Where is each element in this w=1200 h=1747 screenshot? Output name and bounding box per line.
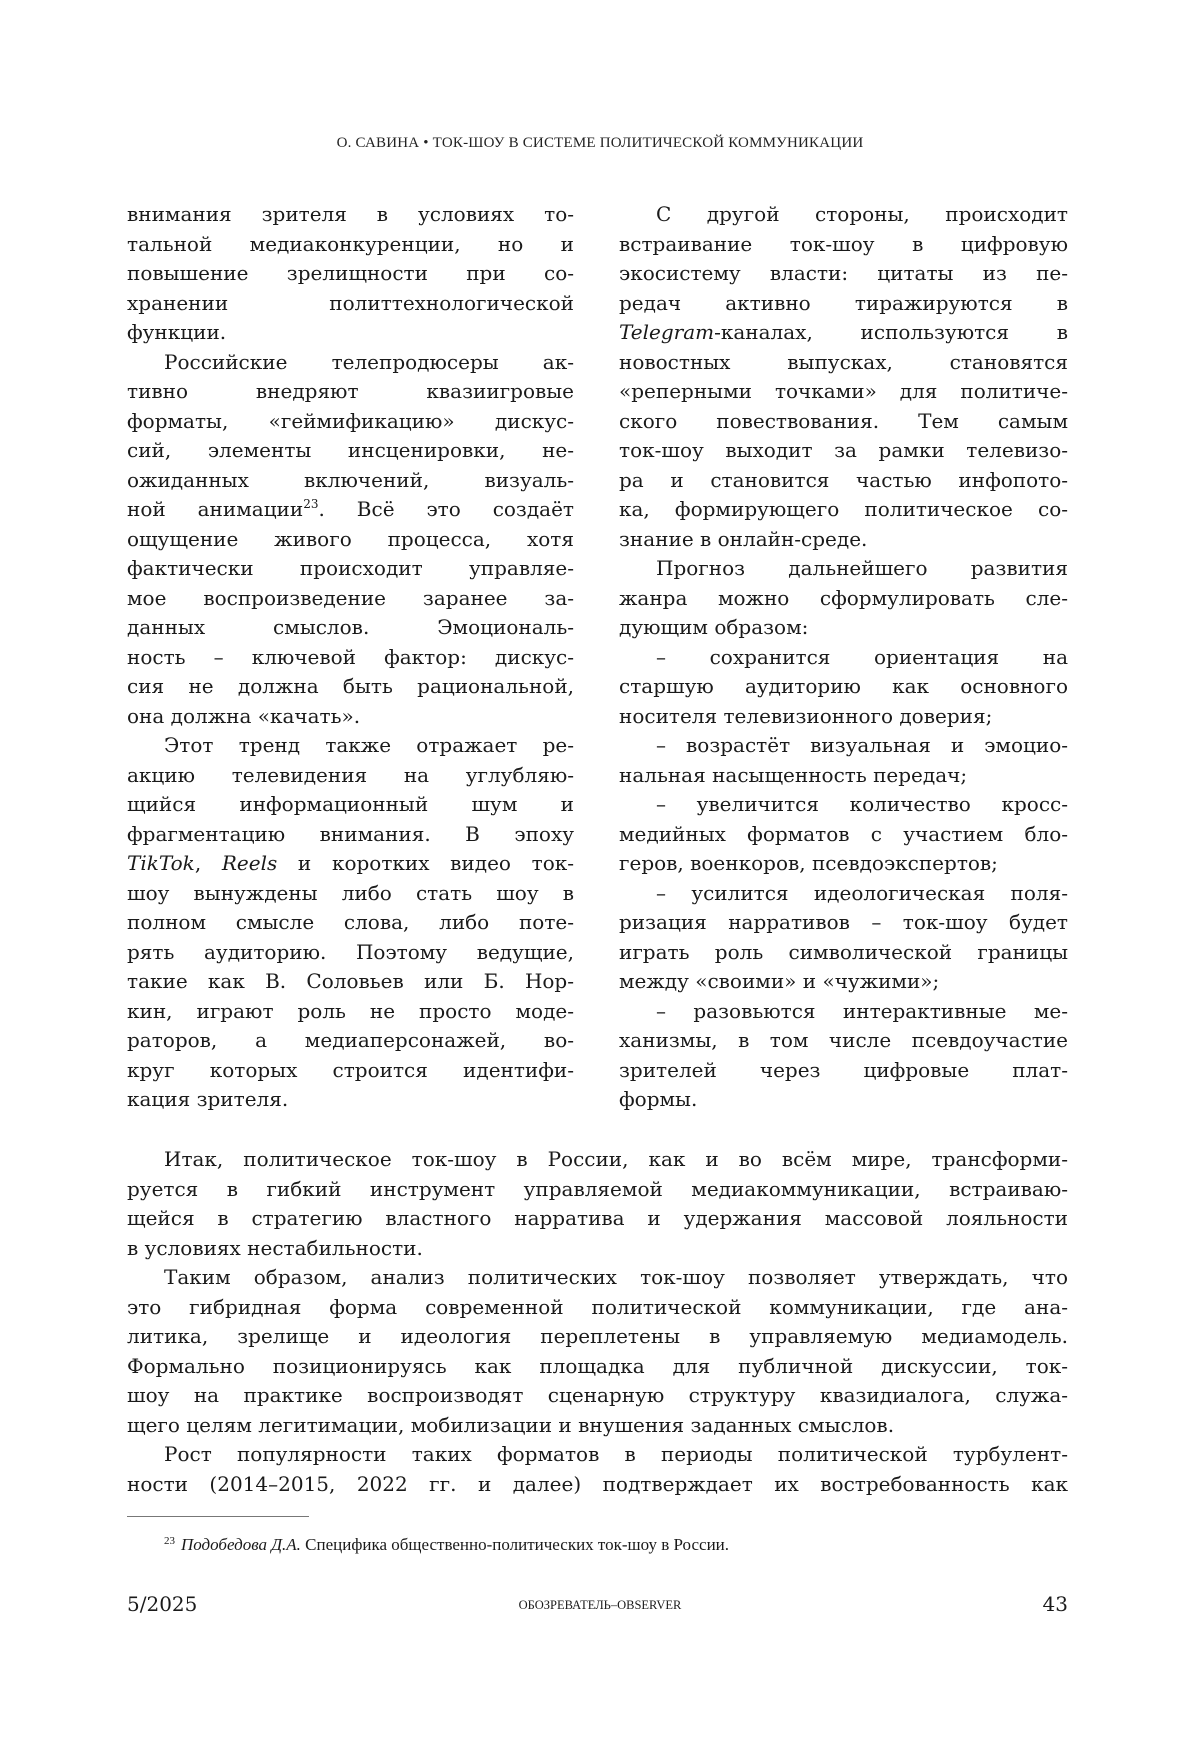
text-line: Прогноз дальнейшего развития xyxy=(619,554,1068,584)
footnote-ref[interactable]: 23 xyxy=(303,497,318,511)
footnote-divider xyxy=(127,1516,309,1517)
text-line xyxy=(619,318,1068,348)
text-line: мое воспроизведение заранее за- xyxy=(127,584,574,614)
paragraph xyxy=(619,200,1068,554)
text-line: – увеличится количество кросс- xyxy=(619,790,1068,820)
text-line: сий, элементы инсценировки, не- xyxy=(127,436,574,466)
text-line: – возрастёт визуальная и эмоцио- xyxy=(619,731,1068,761)
italic-text: Reels xyxy=(222,851,277,875)
text-line: повышение зрелищности при со- xyxy=(127,259,574,289)
text-line: кин, играют роль не просто моде- xyxy=(127,997,574,1027)
text-line: старшую аудиторию как основного xyxy=(619,672,1068,702)
text-line: она должна «качать». xyxy=(127,702,574,732)
text-line: С другой стороны, происходит xyxy=(619,200,1068,230)
text-line: акцию телевидения на углубляю- xyxy=(127,761,574,791)
text-line: круг которых строится идентифи- xyxy=(127,1056,574,1086)
text-line: щего целям легитимации, мобилизации и внушения заданных смыслов. xyxy=(127,1411,1068,1441)
text-line: Итак, политическое ток-шоу в России, как и во всём мире, трансформи- xyxy=(127,1145,1068,1175)
text-line: Этот тренд также отражает ре- xyxy=(127,731,574,761)
text-span: -каналах, используются в xyxy=(714,320,1068,344)
text-line: Рост популярности таких форматов в периоды политической турбулент- xyxy=(127,1440,1068,1470)
text-line: Таким образом, анализ политических ток-шоу позволяет утверждать, что xyxy=(127,1263,1068,1293)
text-line: «реперными точками» для политиче- xyxy=(619,377,1068,407)
text-line: зрителей через цифровые плат- xyxy=(619,1056,1068,1086)
left-column xyxy=(127,200,574,1115)
text-line: сия не должна быть рациональной, xyxy=(127,672,574,702)
text-line: новостных выпусках, становятся xyxy=(619,348,1068,378)
text-line: это гибридная форма современной политической коммуникации, где ана- xyxy=(127,1293,1068,1323)
paragraph xyxy=(619,731,1068,790)
running-header: О. САВИНА • ТОК-ШОУ В СИСТЕМЕ ПОЛИТИЧЕСКОЙ КОММУНИКАЦИИ xyxy=(0,135,1200,152)
text-line: Формально позиционируясь как площадка для публичной дискуссии, ток- xyxy=(127,1352,1068,1382)
text-line: литика, зрелище и идеология переплетены в управляемую медиамодель. xyxy=(127,1322,1068,1352)
text-line: Российские телепродюсеры ак- xyxy=(127,348,574,378)
right-column xyxy=(619,200,1068,1115)
text-line: ризация нарративов – ток-шоу будет xyxy=(619,908,1068,938)
text-line: ности (2014–2015, 2022 гг. и далее) подтверждает их востребованность как xyxy=(127,1470,1068,1500)
text-line: экосистему власти: цитаты из пе- xyxy=(619,259,1068,289)
text-line: ского повествования. Тем самым xyxy=(619,407,1068,437)
text-line: носителя телевизионного доверия; xyxy=(619,702,1068,732)
text-line: внимания зрителя в условиях то- xyxy=(127,200,574,230)
text-line: ток-шоу выходит за рамки телевизо- xyxy=(619,436,1068,466)
text-span: . Всё это создаёт xyxy=(319,497,574,521)
text-line: хранении политтехнологической xyxy=(127,289,574,319)
journal-name: ОБОЗРЕВАТЕЛЬ–OBSERVER xyxy=(0,1598,1200,1613)
text-line: – сохранится ориентация на xyxy=(619,643,1068,673)
paragraph xyxy=(619,879,1068,997)
italic-text: Telegram xyxy=(619,320,714,344)
text-line: раторов, а медиаперсонажей, во- xyxy=(127,1026,574,1056)
text-line: такие как В. Соловьев или Б. Нор- xyxy=(127,967,574,997)
text-span: , xyxy=(195,851,222,875)
text-line: данных смыслов. Эмоциональ- xyxy=(127,613,574,643)
text-line: полном смысле слова, либо поте- xyxy=(127,908,574,938)
text-span: ной анимации xyxy=(127,497,303,521)
paragraph xyxy=(127,200,574,348)
text-line: играть роль символической границы xyxy=(619,938,1068,968)
footnote-text: Специфика общественно-политических ток-шоу в России. xyxy=(301,1535,729,1554)
footnote-author: Подобедова Д.А. xyxy=(181,1535,301,1554)
issue-number: 5/2025 xyxy=(127,1592,197,1616)
paragraph xyxy=(619,554,1068,643)
text-line: – усилится идеологическая поля- xyxy=(619,879,1068,909)
text-line: тальной медиаконкуренции, но и xyxy=(127,230,574,260)
paragraph xyxy=(127,1263,1068,1440)
paragraph xyxy=(127,1145,1068,1263)
text-line: в условиях нестабильности. xyxy=(127,1234,1068,1264)
text-line: жанра можно сформулировать сле- xyxy=(619,584,1068,614)
text-line: между «своими» и «чужими»; xyxy=(619,967,1068,997)
text-line: встраивание ток-шоу в цифровую xyxy=(619,230,1068,260)
text-line: ра и становится частью инфопото- xyxy=(619,466,1068,496)
text-line: медийных форматов с участием бло- xyxy=(619,820,1068,850)
text-line: ность – ключевой фактор: дискус- xyxy=(127,643,574,673)
paragraph xyxy=(127,731,574,1115)
text-line xyxy=(127,495,574,525)
text-line: рять аудиторию. Поэтому ведущие, xyxy=(127,938,574,968)
text-line: форматы, «геймификацию» дискус- xyxy=(127,407,574,437)
text-line: ожиданных включений, визуаль- xyxy=(127,466,574,496)
text-line: функции. xyxy=(127,318,574,348)
text-line: фрагментацию внимания. В эпоху xyxy=(127,820,574,850)
text-line: редач активно тиражируются в xyxy=(619,289,1068,319)
footnote-number: 23 xyxy=(164,1535,175,1547)
footnote xyxy=(164,1535,729,1555)
text-line: кация зрителя. xyxy=(127,1085,574,1115)
text-line: шоу на практике воспроизводят сценарную структуру квазидиалога, служа- xyxy=(127,1381,1068,1411)
text-span: и коротких видео ток- xyxy=(277,851,574,875)
page-number: 43 xyxy=(1043,1592,1068,1616)
text-line: щейся в стратегию властного нарратива и удержания массовой лояльности xyxy=(127,1204,1068,1234)
text-line xyxy=(127,849,574,879)
text-line: – разовьются интерактивные ме- xyxy=(619,997,1068,1027)
full-width-text xyxy=(127,1145,1068,1499)
paragraph xyxy=(127,348,574,732)
text-line: тивно внедряют квазиигровые xyxy=(127,377,574,407)
text-line: формы. xyxy=(619,1085,1068,1115)
text-line: шоу вынуждены либо стать шоу в xyxy=(127,879,574,909)
text-line: фактически происходит управляе- xyxy=(127,554,574,584)
paragraph xyxy=(619,997,1068,1115)
paragraph xyxy=(619,643,1068,732)
text-line: ка, формирующего политическое со- xyxy=(619,495,1068,525)
paragraph xyxy=(619,790,1068,879)
text-line: ханизмы, в том числе псевдоучастие xyxy=(619,1026,1068,1056)
italic-text: TikTok xyxy=(127,851,195,875)
text-line: дующим образом: xyxy=(619,613,1068,643)
paragraph xyxy=(127,1440,1068,1499)
text-line: щийся информационный шум и xyxy=(127,790,574,820)
text-line: ощущение живого процесса, хотя xyxy=(127,525,574,555)
text-line: знание в онлайн-среде. xyxy=(619,525,1068,555)
text-line: руется в гибкий инструмент управляемой медиакоммуникации, встраиваю- xyxy=(127,1175,1068,1205)
text-line: нальная насыщенность передач; xyxy=(619,761,1068,791)
text-line: геров, военкоров, псевдоэкспертов; xyxy=(619,849,1068,879)
